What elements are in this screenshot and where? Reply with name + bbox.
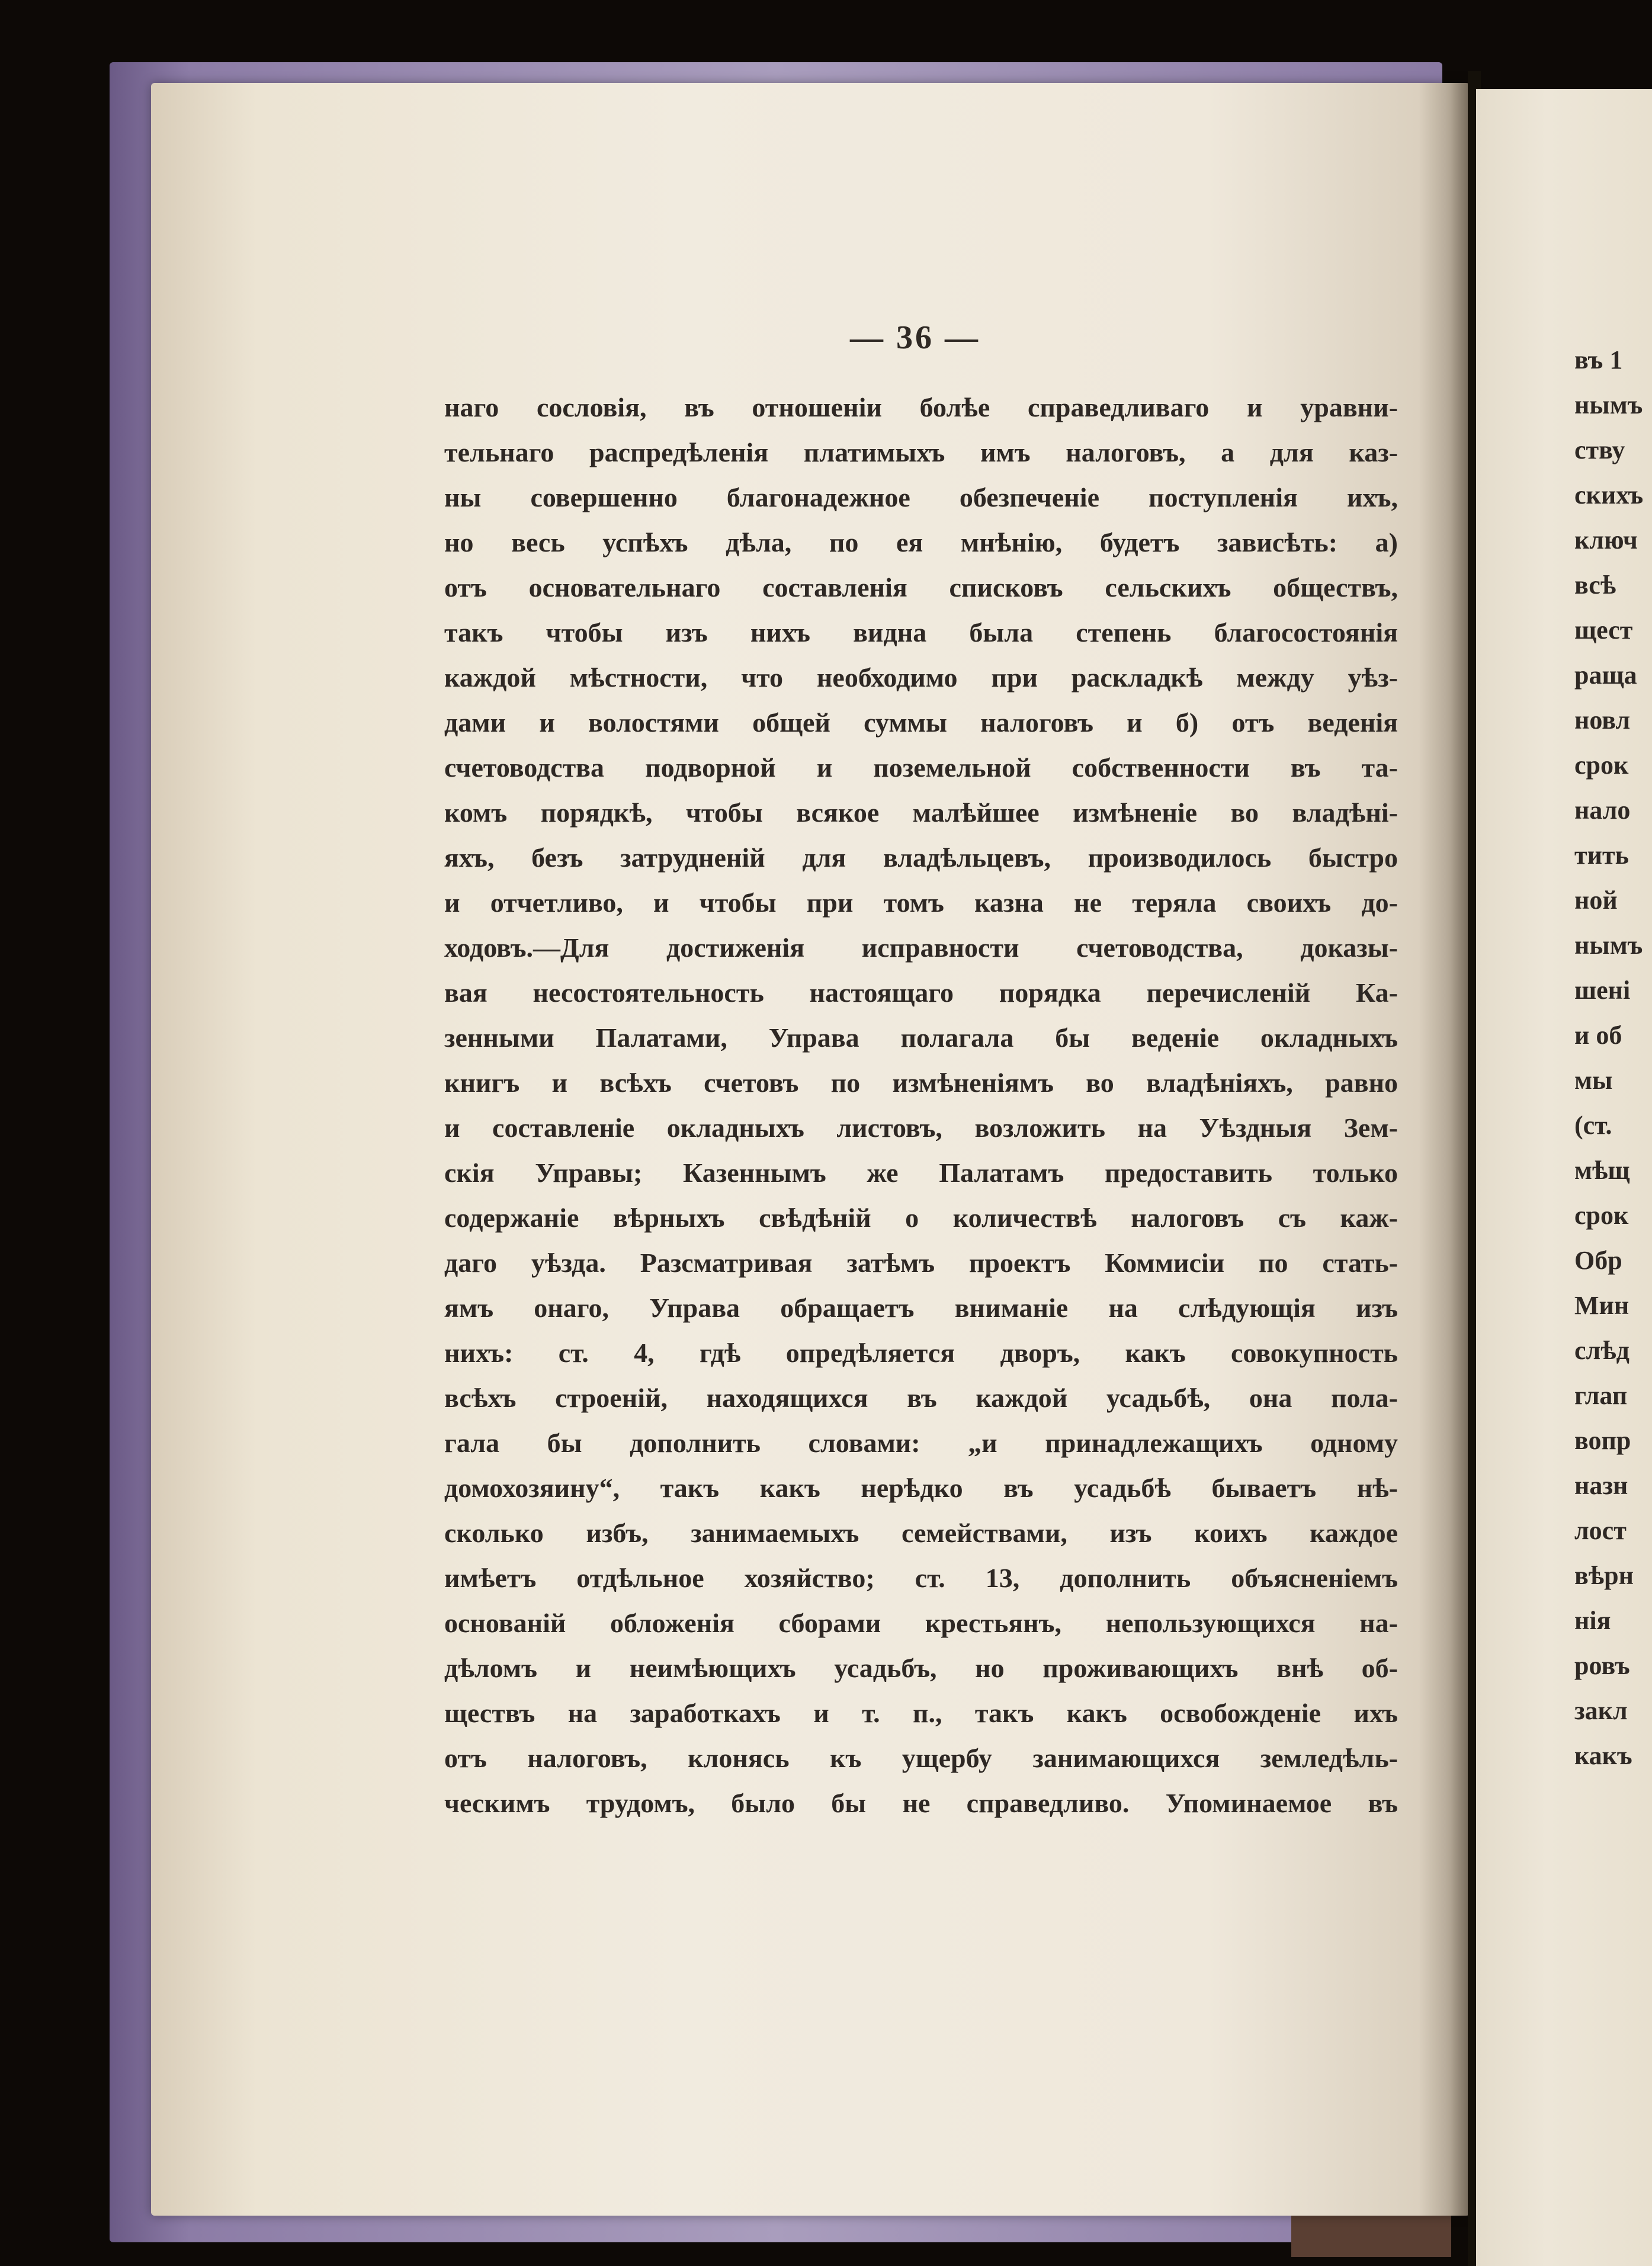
facing-text-line: нало bbox=[1574, 796, 1631, 825]
text-line: книгъ и всѣхъ счетовъ по измѣненіямъ во владѣніяхъ, равно bbox=[444, 1068, 1398, 1098]
text-line: ходовъ.—Для достиженія исправности счетоводства, доказы- bbox=[444, 932, 1398, 963]
facing-text-line: мѣщ bbox=[1574, 1156, 1630, 1185]
text-line: такъ чтобы изъ нихъ видна была степень благосостоянія bbox=[444, 617, 1398, 648]
text-line: дами и волостями общей суммы налоговъ и б) отъ веденія bbox=[444, 707, 1398, 738]
page-body-text bbox=[444, 385, 1398, 1826]
text-line: тельнаго распредѣленія платимыхъ имъ налоговъ, а для каз- bbox=[444, 437, 1398, 467]
facing-text-line: мы bbox=[1574, 1066, 1613, 1095]
facing-text-line: (ст. bbox=[1574, 1111, 1612, 1140]
facing-text-line: Обр bbox=[1574, 1246, 1622, 1275]
facing-text-line: щест bbox=[1574, 616, 1633, 645]
facing-text-line: назн bbox=[1574, 1471, 1628, 1500]
facing-text-line: скихъ bbox=[1574, 480, 1644, 509]
text-line: вая несостоятельность настоящаго порядка перечисленій Ка- bbox=[444, 977, 1398, 1008]
text-line: наго сословія, въ отношеніи болѣе справедливаго и уравни- bbox=[444, 392, 1398, 422]
facing-text-line: всѣ bbox=[1574, 570, 1616, 600]
facing-text-line: въ 1 bbox=[1574, 345, 1623, 374]
text-line: зенными Палатами, Управа полагала бы веденіе окладныхъ bbox=[444, 1023, 1398, 1053]
text-line: ны совершенно благонадежное обезпеченіе поступленія ихъ, bbox=[444, 482, 1398, 512]
facing-text-line: глап bbox=[1574, 1381, 1628, 1410]
text-line: ществъ на заработкахъ и т. п., такъ какъ освобожденіе ихъ bbox=[444, 1698, 1398, 1728]
facing-text-line: ровъ bbox=[1574, 1651, 1630, 1680]
text-line: дѣломъ и неимѣющихъ усадьбъ, но проживающихъ внѣ об- bbox=[444, 1653, 1398, 1683]
facing-text-line: шені bbox=[1574, 976, 1631, 1005]
text-line: и составленіе окладныхъ листовъ, возложить на Уѣздныя Зем- bbox=[444, 1113, 1398, 1143]
text-line: сколько избъ, занимаемыхъ семействами, изъ коихъ каждое bbox=[444, 1518, 1398, 1548]
facing-text-line: какъ bbox=[1574, 1741, 1632, 1770]
facing-text-line: раща bbox=[1574, 661, 1637, 690]
facing-text-line: тить bbox=[1574, 841, 1629, 870]
text-line: счетоводства подворной и поземельной собственности въ та- bbox=[444, 752, 1398, 783]
text-line: всѣхъ строеній, находящихся въ каждой усадьбѣ, она пола- bbox=[444, 1383, 1398, 1413]
facing-text-line: лост bbox=[1574, 1516, 1627, 1545]
facing-page-text bbox=[1574, 338, 1652, 1778]
facing-text-line: срок bbox=[1574, 1201, 1629, 1230]
text-line: даго уѣзда. Разсматривая затѣмъ проектъ Коммисіи по стать- bbox=[444, 1248, 1398, 1278]
facing-text-line: нія bbox=[1574, 1606, 1611, 1635]
text-line: гала бы дополнить словами: „и принадлежащихъ одному bbox=[444, 1428, 1398, 1458]
text-line: домохозяину“, такъ какъ нерѣдко въ усадьбѣ бываетъ нѣ- bbox=[444, 1473, 1398, 1503]
page-number: — 36 — bbox=[850, 319, 980, 356]
facing-text-line: слѣд bbox=[1574, 1336, 1629, 1365]
facing-text-line: срок bbox=[1574, 751, 1629, 780]
facing-text-line: закл bbox=[1574, 1696, 1628, 1725]
facing-text-line: ключ bbox=[1574, 525, 1638, 555]
page-fold-shadow bbox=[1419, 83, 1472, 2216]
facing-text-line: нымъ bbox=[1574, 931, 1643, 960]
text-line: имѣетъ отдѣльное хозяйство; ст. 13, дополнить объясненіемъ bbox=[444, 1563, 1398, 1593]
text-line: нихъ: ст. 4, гдѣ опредѣляется дворъ, какъ совокупность bbox=[444, 1338, 1398, 1368]
facing-text-line: вѣрн bbox=[1574, 1561, 1634, 1590]
text-line: скія Управы; Казеннымъ же Палатамъ предоставить только bbox=[444, 1158, 1398, 1188]
text-line: основаній обложенія сборами крестьянъ, непользующихся на- bbox=[444, 1608, 1398, 1638]
text-line: и отчетливо, и чтобы при томъ казна не теряла своихъ до- bbox=[444, 887, 1398, 918]
text-line: комъ порядкѣ, чтобы всякое малѣйшее измѣненіе во владѣні- bbox=[444, 797, 1398, 828]
facing-text-line: и об bbox=[1574, 1021, 1622, 1050]
facing-text-line: ной bbox=[1574, 886, 1618, 915]
facing-text-line: новл bbox=[1574, 706, 1631, 735]
text-line: отъ основательнаго составленія списковъ сельскихъ обществъ, bbox=[444, 572, 1398, 602]
facing-text-line: нымъ bbox=[1574, 390, 1643, 419]
text-line: яхъ, безъ затрудненій для владѣльцевъ, производилось быстро bbox=[444, 842, 1398, 873]
text-line: ческимъ трудомъ, было бы не справедливо. Упоминаемое въ bbox=[444, 1788, 1398, 1818]
facing-text-line: вопр bbox=[1574, 1426, 1631, 1455]
text-line: каждой мѣстности, что необходимо при раскладкѣ между уѣз- bbox=[444, 662, 1398, 693]
text-line: содержаніе вѣрныхъ свѣдѣній о количествѣ налоговъ съ каж- bbox=[444, 1203, 1398, 1233]
text-line: отъ налоговъ, клонясь къ ущербу занимающихся земледѣль- bbox=[444, 1743, 1398, 1773]
text-line: но весь успѣхъ дѣла, по ея мнѣнію, будетъ зависѣть: а) bbox=[444, 527, 1398, 557]
facing-text-line: ству bbox=[1574, 435, 1625, 464]
text-line: ямъ онаго, Управа обращаетъ вниманіе на слѣдующія изъ bbox=[444, 1293, 1398, 1323]
facing-text-line: Мин bbox=[1574, 1291, 1629, 1320]
